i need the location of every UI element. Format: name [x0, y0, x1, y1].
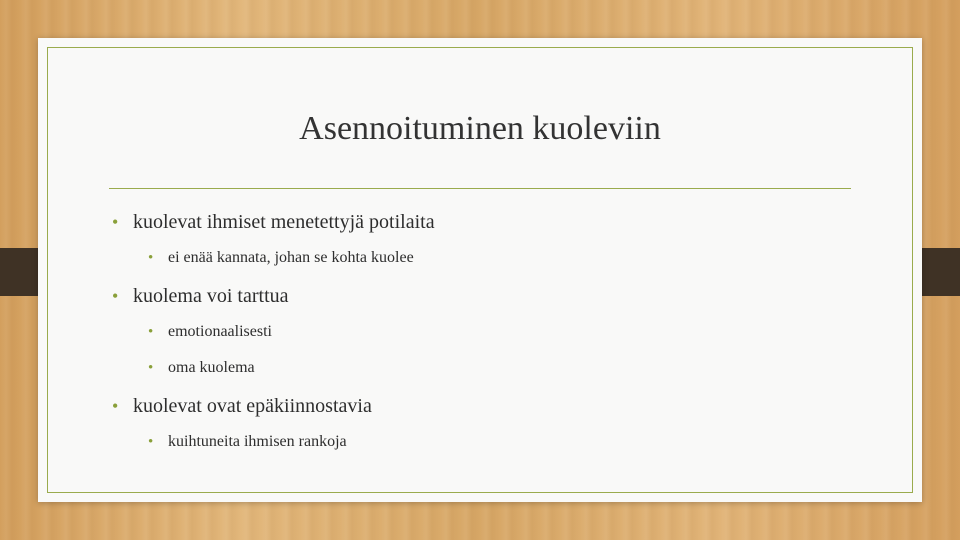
bullet-text: kuolema voi tarttua: [133, 285, 289, 307]
bullet-text: kuolevat ihmiset menetettyjä potilaita: [133, 211, 435, 233]
bullet-item: [112, 394, 372, 418]
slide-card: [38, 38, 922, 502]
bullet-dot-icon: •: [112, 286, 119, 306]
bullet-dot-icon: •: [148, 434, 154, 450]
bullet-item: [148, 248, 414, 268]
bullet-text: emotionaalisesti: [168, 323, 272, 340]
bullet-text: oma kuolema: [168, 359, 255, 376]
slide-title: Asennoituminen kuoleviin: [299, 110, 661, 147]
bullet-dot-icon: •: [148, 250, 154, 266]
bullet-dot-icon: •: [112, 212, 119, 232]
bullet-item: [112, 210, 435, 234]
bullet-text: kuolevat ovat epäkiinnostavia: [133, 395, 372, 417]
bullet-list: [38, 38, 922, 502]
bullet-dot-icon: •: [148, 324, 154, 340]
bullet-item: [148, 432, 347, 452]
bullet-dot-icon: •: [112, 396, 119, 416]
bullet-item: [148, 322, 272, 342]
bullet-item: [112, 284, 289, 308]
bullet-text: ei enää kannata, johan se kohta kuolee: [168, 249, 414, 266]
bullet-item: [148, 358, 255, 378]
bullet-text: kuihtuneita ihmisen rankoja: [168, 433, 347, 450]
bullet-dot-icon: •: [148, 360, 154, 376]
